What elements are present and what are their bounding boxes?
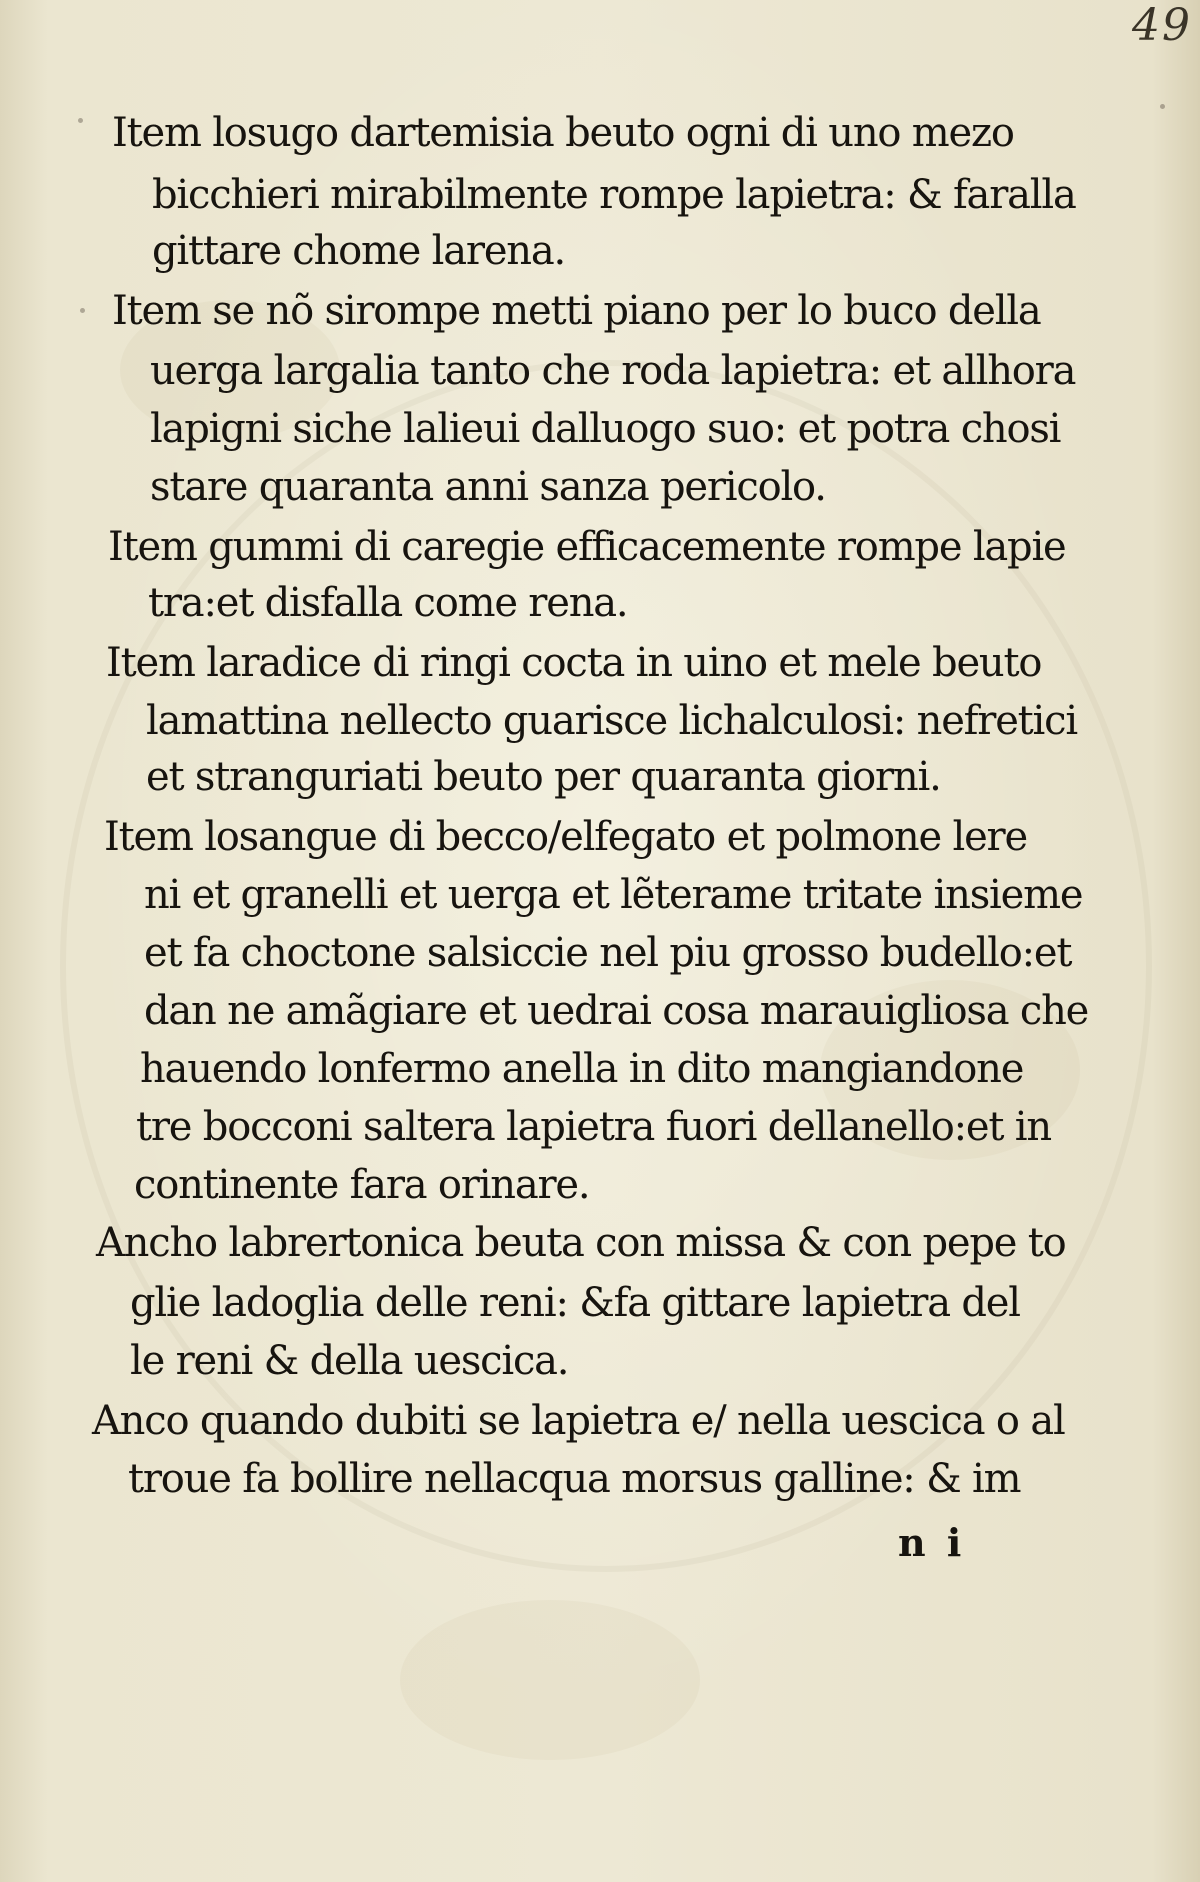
text-line: Item laradice di ringi cocta in uino et mele beuto [106,640,1042,686]
text-line: lapigni siche lalieui dalluogo suo: et potra chosi [150,406,1061,452]
text-line: troue fa bollire nellacqua morsus galline: & im [128,1456,1021,1502]
folio-number: 49 [1132,0,1192,51]
text-line: glie ladoglia delle reni: &fa gittare lapietra del [130,1280,1020,1326]
text-line: bicchieri mirabilmente rompe lapietra: & faralla [152,172,1076,218]
text-line: dan ne amãgiare et uedrai cosa marauigliosa che [144,988,1089,1034]
text-line: lamattina nellecto guarisce lichalculosi: nefretici [146,698,1077,744]
text-line: et stranguriati beuto per quaranta giorni. [146,754,941,800]
text-line: et fa choctone salsiccie nel piu grosso budello:et [144,930,1072,976]
text-line: le reni & della uescica. [130,1338,569,1384]
text-line: Item gummi di caregie efficacemente rompe lapie [108,524,1066,570]
text-line: stare quaranta anni sanza pericolo. [150,464,826,510]
text-line: continente fara orinare. [134,1162,590,1208]
text-line: hauendo lonfermo anella in dito mangiandone [140,1046,1024,1092]
text-line: ni et granelli et uerga et lẽterame tritate insieme [144,872,1083,918]
text-line: Item se nõ sirompe metti piano per lo buco della [112,288,1041,334]
text-line: Item losugo dartemisia beuto ogni di uno mezo [112,110,1014,156]
text-line: tra:et disfalla come rena. [148,580,628,626]
catchword: n i [898,1520,966,1565]
text-line: Ancho labrertonica beuta con missa & con pepe to [96,1220,1066,1266]
text-line: gittare chome larena. [152,228,566,274]
text-line: uerga largalia tanto che roda lapietra: et allhora [150,348,1076,394]
text-line: Item losangue di becco/elfegato et polmone lere [104,814,1027,860]
text-line: Anco quando dubiti se lapietra e/ nella uescica o al [92,1398,1065,1444]
text-line: tre bocconi saltera lapietra fuori dellanello:et in [136,1104,1051,1150]
